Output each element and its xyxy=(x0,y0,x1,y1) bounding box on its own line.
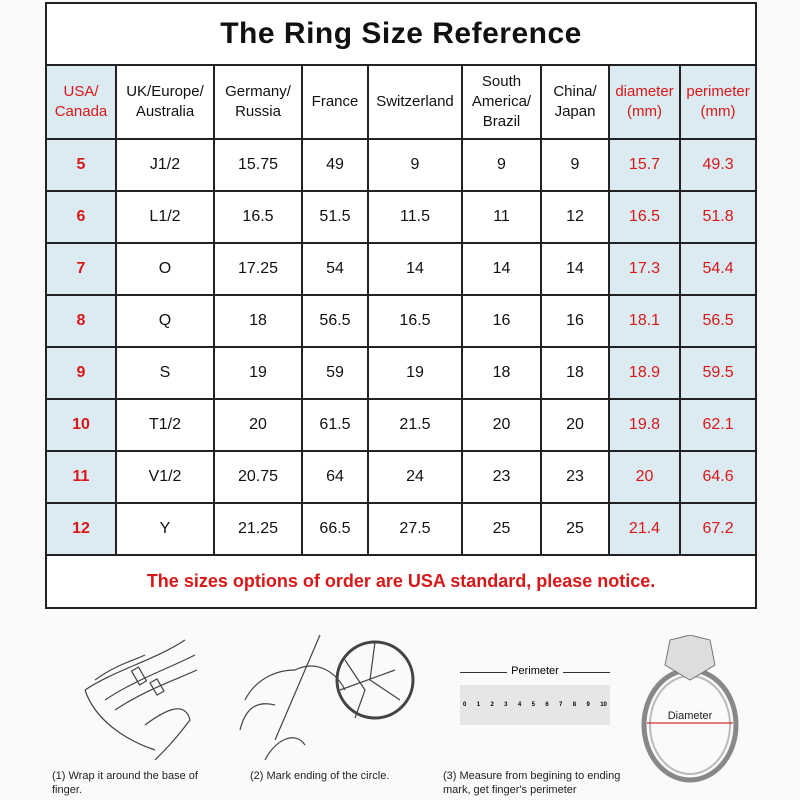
table-row xyxy=(46,243,756,295)
ruler-tick: 8 xyxy=(572,702,577,708)
table-cell: 61.5 xyxy=(302,399,368,451)
ruler-tick: 4 xyxy=(517,702,522,708)
step-2-caption: (2) Mark ending of the circle. xyxy=(250,770,390,782)
table-cell: 24 xyxy=(368,451,462,503)
table-cell: 9 xyxy=(462,139,541,191)
table-cell: 19 xyxy=(368,347,462,399)
step-1-caption: (1) Wrap it around the base of finger. xyxy=(52,770,198,796)
table-row xyxy=(46,451,756,503)
table-cell: 18 xyxy=(214,295,302,347)
column-header: USA/ Canada xyxy=(46,65,116,139)
table-cell: 7 xyxy=(46,243,116,295)
table-cell: 64 xyxy=(302,451,368,503)
table-cell: 18.9 xyxy=(609,347,680,399)
table-cell: 59 xyxy=(302,347,368,399)
ruler-tick: 2 xyxy=(490,702,494,708)
notice-text: The sizes options of order are USA standard, please notice. xyxy=(46,555,756,608)
table-cell: 51.5 xyxy=(302,191,368,243)
table-cell: 16 xyxy=(462,295,541,347)
table-cell: 56.5 xyxy=(302,295,368,347)
table-cell: 12 xyxy=(46,503,116,555)
table-cell: 20 xyxy=(462,399,541,451)
ruler-tick: 0 xyxy=(463,702,467,708)
table-cell: 21.4 xyxy=(609,503,680,555)
mark-finger-illustration xyxy=(235,630,415,760)
table-cell: Y xyxy=(116,503,214,555)
table-cell: 23 xyxy=(462,451,541,503)
column-header: Germany/ Russia xyxy=(214,65,302,139)
table-cell: 19 xyxy=(214,347,302,399)
table-cell: 51.8 xyxy=(680,191,756,243)
table-row xyxy=(46,295,756,347)
column-header: Switzerland xyxy=(368,65,462,139)
ruler-tick: 3 xyxy=(504,702,508,708)
table-cell: 11 xyxy=(462,191,541,243)
table-cell: 17.25 xyxy=(214,243,302,295)
table-title: The Ring Size Reference xyxy=(46,3,756,65)
ring-diameter-illustration xyxy=(635,635,745,785)
table-cell: 49 xyxy=(302,139,368,191)
table-cell: L1/2 xyxy=(116,191,214,243)
table-cell: 20 xyxy=(609,451,680,503)
table-cell: 21.5 xyxy=(368,399,462,451)
table-cell: 8 xyxy=(46,295,116,347)
table-cell: 10 xyxy=(46,399,116,451)
table-row xyxy=(46,399,756,451)
table-cell: 25 xyxy=(541,503,609,555)
column-header: South America/ Brazil xyxy=(462,65,541,139)
ruler-tick: 5 xyxy=(531,702,535,708)
table-cell: 16.5 xyxy=(368,295,462,347)
column-header: France xyxy=(302,65,368,139)
ruler-tick: 10 xyxy=(600,702,607,708)
header-row xyxy=(46,65,756,139)
table-row xyxy=(46,347,756,399)
table-cell: 54 xyxy=(302,243,368,295)
table-cell: 64.6 xyxy=(680,451,756,503)
table-cell: 62.1 xyxy=(680,399,756,451)
table-cell: 18 xyxy=(541,347,609,399)
table-cell: 6 xyxy=(46,191,116,243)
table-cell: 66.5 xyxy=(302,503,368,555)
table-cell: S xyxy=(116,347,214,399)
table-cell: 14 xyxy=(462,243,541,295)
column-header: diameter (mm) xyxy=(609,65,680,139)
column-header: perimeter (mm) xyxy=(680,65,756,139)
table-cell: 11.5 xyxy=(368,191,462,243)
table-cell: 67.2 xyxy=(680,503,756,555)
table-cell: 21.25 xyxy=(214,503,302,555)
table-cell: 11 xyxy=(46,451,116,503)
table-cell: 9 xyxy=(46,347,116,399)
ruler-illustration xyxy=(460,665,610,725)
table-cell: 15.75 xyxy=(214,139,302,191)
ring-size-table xyxy=(45,2,757,609)
table-cell: 20 xyxy=(541,399,609,451)
column-header: China/ Japan xyxy=(541,65,609,139)
table-cell: 56.5 xyxy=(680,295,756,347)
ruler-tick: 6 xyxy=(545,702,549,708)
table-cell: J1/2 xyxy=(116,139,214,191)
table-cell: Q xyxy=(116,295,214,347)
table-cell: 16 xyxy=(541,295,609,347)
table-cell: O xyxy=(116,243,214,295)
table-row xyxy=(46,139,756,191)
table-cell: 9 xyxy=(368,139,462,191)
ruler-tick: 9 xyxy=(586,702,590,708)
table-cell: 5 xyxy=(46,139,116,191)
table-cell: 59.5 xyxy=(680,347,756,399)
diameter-label: Diameter xyxy=(667,710,713,722)
table-row xyxy=(46,191,756,243)
table-cell: 9 xyxy=(541,139,609,191)
table-cell: 20.75 xyxy=(214,451,302,503)
table-cell: 18 xyxy=(462,347,541,399)
table-cell: 14 xyxy=(368,243,462,295)
table-cell: 27.5 xyxy=(368,503,462,555)
table-cell: 12 xyxy=(541,191,609,243)
ruler-tick: 7 xyxy=(559,702,563,708)
table-cell: 25 xyxy=(462,503,541,555)
table-cell: 14 xyxy=(541,243,609,295)
table-cell: 18.1 xyxy=(609,295,680,347)
table-cell: 17.3 xyxy=(609,243,680,295)
table-cell: 16.5 xyxy=(214,191,302,243)
table-cell: V1/2 xyxy=(116,451,214,503)
table-cell: 49.3 xyxy=(680,139,756,191)
table-cell: 20 xyxy=(214,399,302,451)
ruler-tick: 1 xyxy=(476,702,481,708)
table-cell: 19.8 xyxy=(609,399,680,451)
table-row xyxy=(46,503,756,555)
column-header: UK/Europe/ Australia xyxy=(116,65,214,139)
step-3-caption: (3) Measure from begining to ending mark, get finger's perimeter xyxy=(443,770,621,796)
table-cell: 54.4 xyxy=(680,243,756,295)
hand-wrap-illustration xyxy=(75,630,205,760)
table-cell: 16.5 xyxy=(609,191,680,243)
table-cell: 23 xyxy=(541,451,609,503)
perimeter-label: Perimeter xyxy=(507,665,563,677)
table-cell: 15.7 xyxy=(609,139,680,191)
table-cell: T1/2 xyxy=(116,399,214,451)
